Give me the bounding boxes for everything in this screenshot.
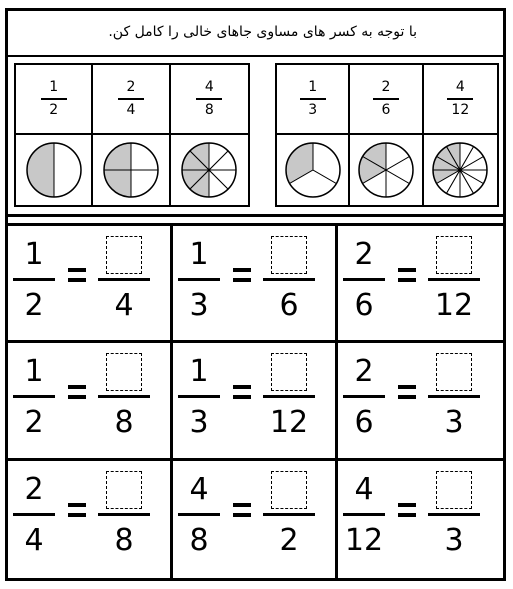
equals-sign [229,501,257,521]
section-divider [8,214,503,217]
numerator: 2 [24,471,44,507]
fraction-bar [178,513,220,516]
ref-fraction: $\frac{2}{4}$ [93,65,170,135]
ref-fraction: $\frac{1}{3}$ [277,65,350,135]
denominator: 6 [354,288,374,323]
target-fraction [434,236,474,325]
numerator-blank-box[interactable] [436,236,472,274]
given-fraction [179,353,219,442]
fraction-bar [13,278,55,281]
fraction-pie-icon [179,140,239,200]
equals-sign [64,266,92,286]
ref-fraction: $\frac{2}{6}$ [350,65,423,135]
target-fraction [434,353,474,442]
numerator: 1 [24,237,44,272]
fraction-bar [428,278,480,281]
denominator: 8 [189,522,209,558]
numerator-blank-box[interactable] [106,353,142,391]
equivalence-problem [8,343,173,460]
fraction-bar [343,395,385,398]
numerator: 1 [189,354,209,390]
target-fraction [104,471,144,560]
numerator-blank-box[interactable] [271,471,307,509]
fraction-pie-icon [24,140,84,200]
numerator-blank-box[interactable] [436,471,472,509]
numerator: 1 [24,354,44,390]
fraction-bar [428,395,480,398]
worksheet [5,8,506,581]
fraction-pie-icon [356,140,416,200]
equivalence-problem [338,226,503,343]
equals-sign [229,383,257,403]
denominator: 8 [114,522,134,558]
fraction-pie-icon [101,140,161,200]
fraction-bar [13,395,55,398]
numerator-blank-box[interactable] [436,353,472,391]
numerator-blank-box[interactable] [106,236,142,274]
denominator: 2 [279,522,299,558]
ref-pie [16,135,93,205]
fraction-bar [178,278,220,281]
ref-fraction: $\frac{4}{12}$ [424,65,497,135]
target-fraction [269,471,309,560]
denominator: 3 [189,405,209,441]
fraction-bar [98,395,150,398]
numerator-blank-box[interactable] [106,471,142,509]
fraction-bar [263,513,315,516]
given-fraction [14,353,54,442]
equivalence-problem [173,226,338,343]
fraction-pie-icon [430,140,490,200]
target-fraction [269,236,309,325]
equivalence-problem [338,343,503,460]
equals-sign [394,383,422,403]
ref-pie [277,135,350,205]
ref-fraction: $\frac{1}{2}$ [16,65,93,135]
reference-table-thirds [275,63,499,207]
target-fraction [434,471,474,560]
fraction-bar [98,513,150,516]
problem-grid [8,223,503,578]
fraction-bar [98,278,150,281]
denominator: 12 [434,288,474,323]
equals-sign [394,266,422,286]
denominator: 3 [444,405,464,441]
numerator: 2 [354,354,374,390]
given-fraction [179,471,219,560]
ref-fraction: $\frac{4}{8}$ [171,65,248,135]
equals-sign [229,266,257,286]
pie-slice [54,143,81,197]
ref-pie [93,135,170,205]
ref-pie [171,135,248,205]
equals-sign [394,501,422,521]
equivalence-problem [8,226,173,343]
target-fraction [269,353,309,442]
denominator: 12 [344,522,384,558]
denominator: 4 [114,288,134,323]
equivalence-problem [8,461,173,578]
denominator: 12 [269,405,309,441]
ref-pie [424,135,497,205]
fraction-bar [428,513,480,516]
denominator: 3 [444,522,464,558]
numerator-blank-box[interactable] [271,236,307,274]
denominator: 3 [189,288,209,323]
numerator: 4 [189,471,209,507]
fraction-bar [178,395,220,398]
equals-sign [64,383,92,403]
equivalence-problem [173,343,338,460]
given-fraction [14,471,54,560]
given-fraction [344,353,384,442]
reference-table-halves [14,63,250,207]
target-fraction [104,353,144,442]
fraction-bar [343,513,385,516]
fraction-bar [263,395,315,398]
denominator: 6 [279,288,299,323]
fraction-bar [263,278,315,281]
equivalence-problem [173,461,338,578]
ref-pie [350,135,423,205]
numerator: 4 [354,471,374,507]
numerator: 2 [354,237,374,272]
pie-slice-shaded [27,143,54,197]
denominator: 6 [354,405,374,441]
fraction-bar [13,513,55,516]
given-fraction [344,236,384,325]
numerator: 1 [189,237,209,272]
equivalence-problem [338,461,503,578]
denominator: 2 [24,405,44,441]
fraction-pie-icon [283,140,343,200]
target-fraction [104,236,144,325]
instruction-text: با توجه به کسر های مساوی جاهای خالی را کامل کن. [8,11,503,57]
fraction-bar [343,278,385,281]
given-fraction [344,471,384,560]
denominator: 4 [24,522,44,558]
denominator: 8 [114,405,134,441]
equals-sign [64,501,92,521]
given-fraction [179,236,219,325]
given-fraction [14,236,54,325]
denominator: 2 [24,288,44,323]
numerator-blank-box[interactable] [271,353,307,391]
